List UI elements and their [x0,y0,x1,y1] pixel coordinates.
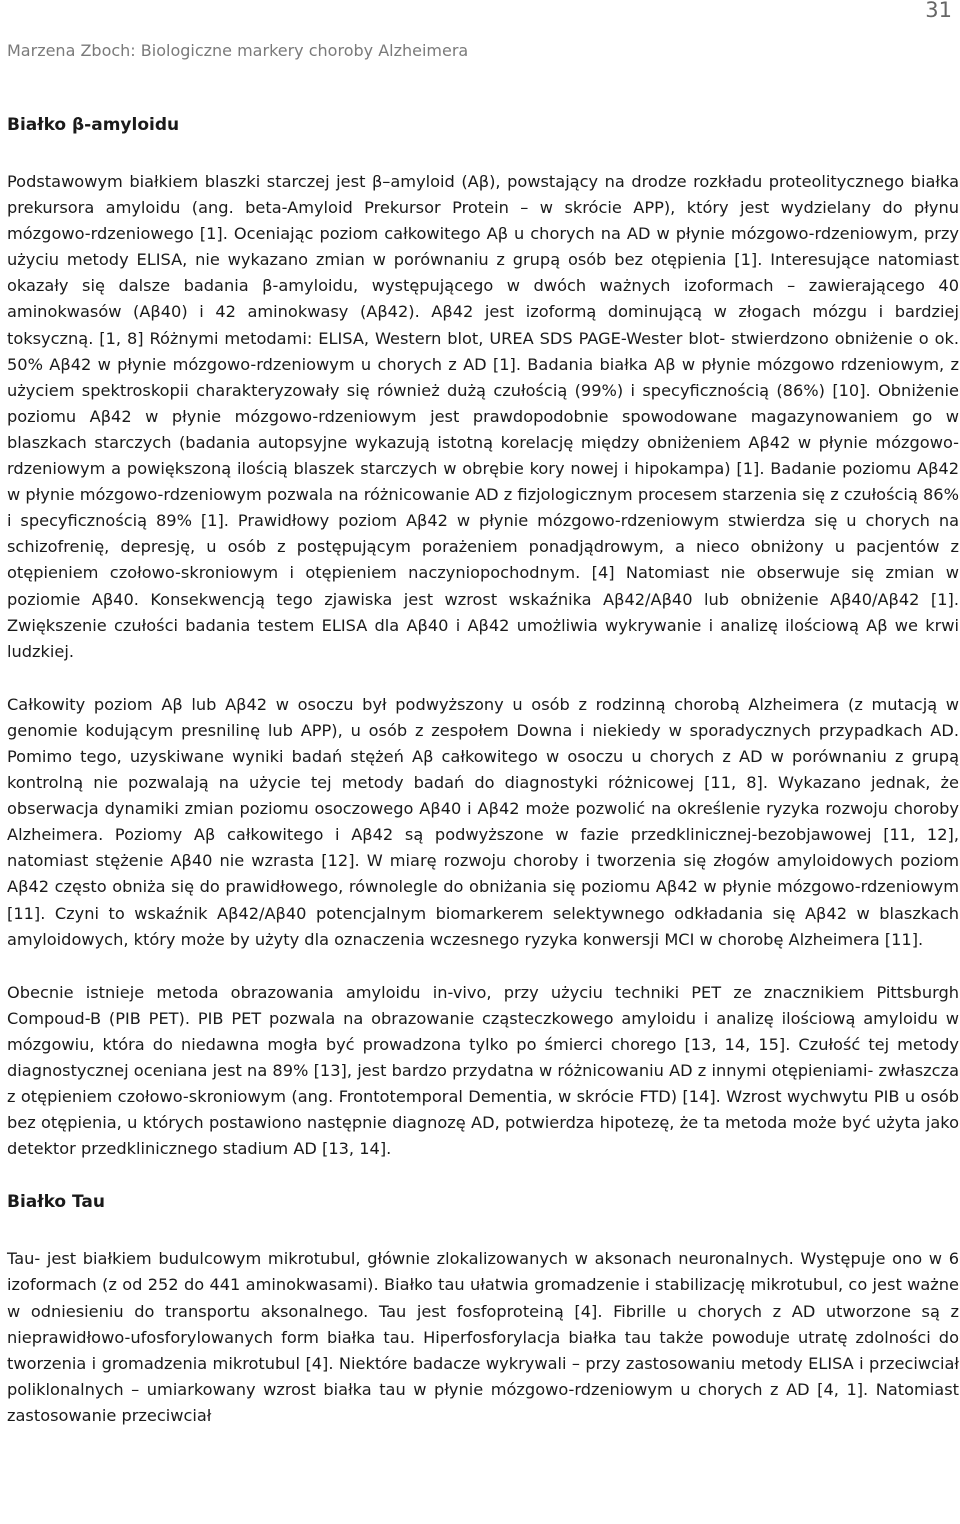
page-number: 31 [925,0,952,22]
paragraph: Podstawowym białkiem blaszki starczej jest β–amyloid (Aβ), powstający na drodze rozkładu proteolitycznego białka prekursora amyloidu (ang. beta-Amyloid Prekursor Protein – w skrócie APP), który jest wydzielany do płynu mózgowo-rdzeniowego [1]. Oceniając poziom całkowitego Aβ u chorych na AD w płynie mózgowo-rdzeniowym, przy użyciu metody ELISA, nie wykazano zmian w porównaniu z grupą osób bez otępienia [1]. Interesujące natomiast okazały się dalsze badania β-amyloidu, występującego w dwóch ważnych izoformach – zawierającego 40 aminokwasów (Aβ40) i 42 aminokwasy (Aβ42). Aβ42 jest izoformą dominującą w złogach mózgu i bardziej toksyczną. [1, 8] Różnymi metodami: ELISA, Western blot, UREA SDS PAGE-Wester blot- stwierdzono obniżenie o ok. 50% Aβ42 w płynie mózgowo-rdzeniowym u chorych z AD [1]. Badania białka Aβ w płynie mózgowo rdzeniowym, z użyciem spektroskopii charakteryzowały się również dużą czułością (99%) i specyficznością (86%) [10]. Obniżenie poziomu Aβ42 w płynie mózgowo-rdzeniowym jest prawdopodobnie spowodowane magazynowaniem go w blaszkach starczych (badania autopsyjne wykazują istotną korelację między obniżeniem Aβ42 w płynie mózgowo-rdzeniowym a powiększoną ilością blaszek starczych w obrębie kory nowej i hipokampa) [1]. Badanie poziomu Aβ42 w płynie mózgowo-rdzeniowym pozwala na różnicowanie AD z fizjologicznym procesem starzenia się z czułością 86% i specyficznością 89% [1]. Prawidłowy poziom Aβ42 w płynie mózgowo-rdzeniowym stwierdza się u chorych na schizofrenię, depresję, u osób z postępującym porażeniem ponadjądrowym, a nieco obniżony u pacjentów z otępieniem czołowo-skroniowym i otępieniem naczyniopochodnym. [4] Natomiast nie obserwuje się zmian w poziomie Aβ40. Konsekwencją tego zjawiska jest wzrost wskaźnika Aβ42/Aβ40 lub obniżenie Aβ40/Aβ42 [1]. Zwiększenie czułości badania testem ELISA dla Aβ40 i Aβ42 umożliwia wykrywanie i analizę ilościową Aβ we krwi ludzkiej. [7,172,959,661]
running-header: Marzena Zboch: Biologiczne markery choroby Alzheimera [7,41,469,60]
paragraph: Całkowity poziom Aβ lub Aβ42 w osoczu był podwyższony u osób z rodzinną chorobą Alzheimera (z mutacją w genomie kodującym presnilinę lub APP), u osób z zespołem Downa i niekiedy w sporadycznych przypadkach AD. Pomimo tego, uzyskiwane wyniki badań stężeń Aβ całkowitego w osoczu u chorych z AD w porównaniu z grupą kontrolną nie pozwalają na użycie tej metody badań do diagnostyki różnicowej [11, 8]. Wykazano jednak, że obserwacja dynamiki zmian poziomu osoczowego Aβ40 i Aβ42 może pozwolić na określenie ryzyka rozwoju choroby Alzheimera. Poziomy Aβ całkowitego i Aβ42 są podwyższone w fazie przedklinicznej-bezobjawowej [11, 12], natomiast stężenie Aβ40 nie wzrasta [12]. W miarę rozwoju choroby i tworzenia się złogów amyloidowych poziom Aβ42 często obniża się do prawidłowego, równolegle do obniżania się poziomu Aβ42 w płynie mózgowo-rdzeniowym [11]. Czyni to wskaźnik Aβ42/Aβ40 potencjalnym biomarkerem selektywnego odkładania się Aβ42 w blaszkach amyloidowych, który może by użyty dla oznaczenia wczesnego ryzyka konwersji MCI w chorobę Alzheimera [11]. [7,694,959,949]
article-body [7,112,959,1429]
section-heading-beta-amyloid: Białko β-amyloidu [7,115,180,135]
paragraph: Tau- jest białkiem budulcowym mikrotubul, głównie zlokalizowanych w aksonach neuronalnych. Występuje ono w 6 izoformach (z od 252 do 441 aminokwasami). Białko tau ułatwia gromadzenie i stabilizację mikrotubul, co jest ważne w odniesieniu do transportu aksonalnego. Tau jest fosfoproteiną [4]. Fibrille u chorych z AD utworzone są z nieprawidłowo-ufosforylowanych form białka tau. Hiperfosforylacja białka tau także powoduje utratę zdolności do tworzenia i gromadzenia mikrotubul [4]. Niektóre badacze wykrywali – przy zastosowaniu metody ELISA i przeciwciał poliklonalnych – umiarkowany wzrost białka tau w płynie mózgowo-rdzeniowym u chorych z AD [4, 1]. Natomiast zastosowanie przeciwciał [7,1249,959,1425]
section-heading-tau: Białko Tau [7,1192,105,1213]
paragraph: Obecnie istnieje metoda obrazowania amyloidu in-vivo, przy użyciu techniki PET ze znacznikiem Pittsburgh Compoud-B (PIB PET). PIB PET pozwala na obrazowanie cząsteczkowego amyloidu i analizę ilościową amyloidu w mózgowiu, która do niedawna mogła być prowadzona tylko po śmierci chorego [13, 14, 15]. Czułość tej metody diagnostycznej oceniana jest na 89% [13], jest bardzo przydatna w różnicowaniu AD z innymi otępieniami- zwłaszcza z otępieniem czołowo-skroniowym (ang. Frontotemporal Dementia, w skrócie FTD) [14]. Wzrost wychwytu PIB u osób bez otępienia, u których postawiono następnie diagnozę AD, potwierdza hipotezę, że ta metoda może być użyta jako detektor przedklinicznego stadium AD [13, 14]. [7,982,959,1159]
